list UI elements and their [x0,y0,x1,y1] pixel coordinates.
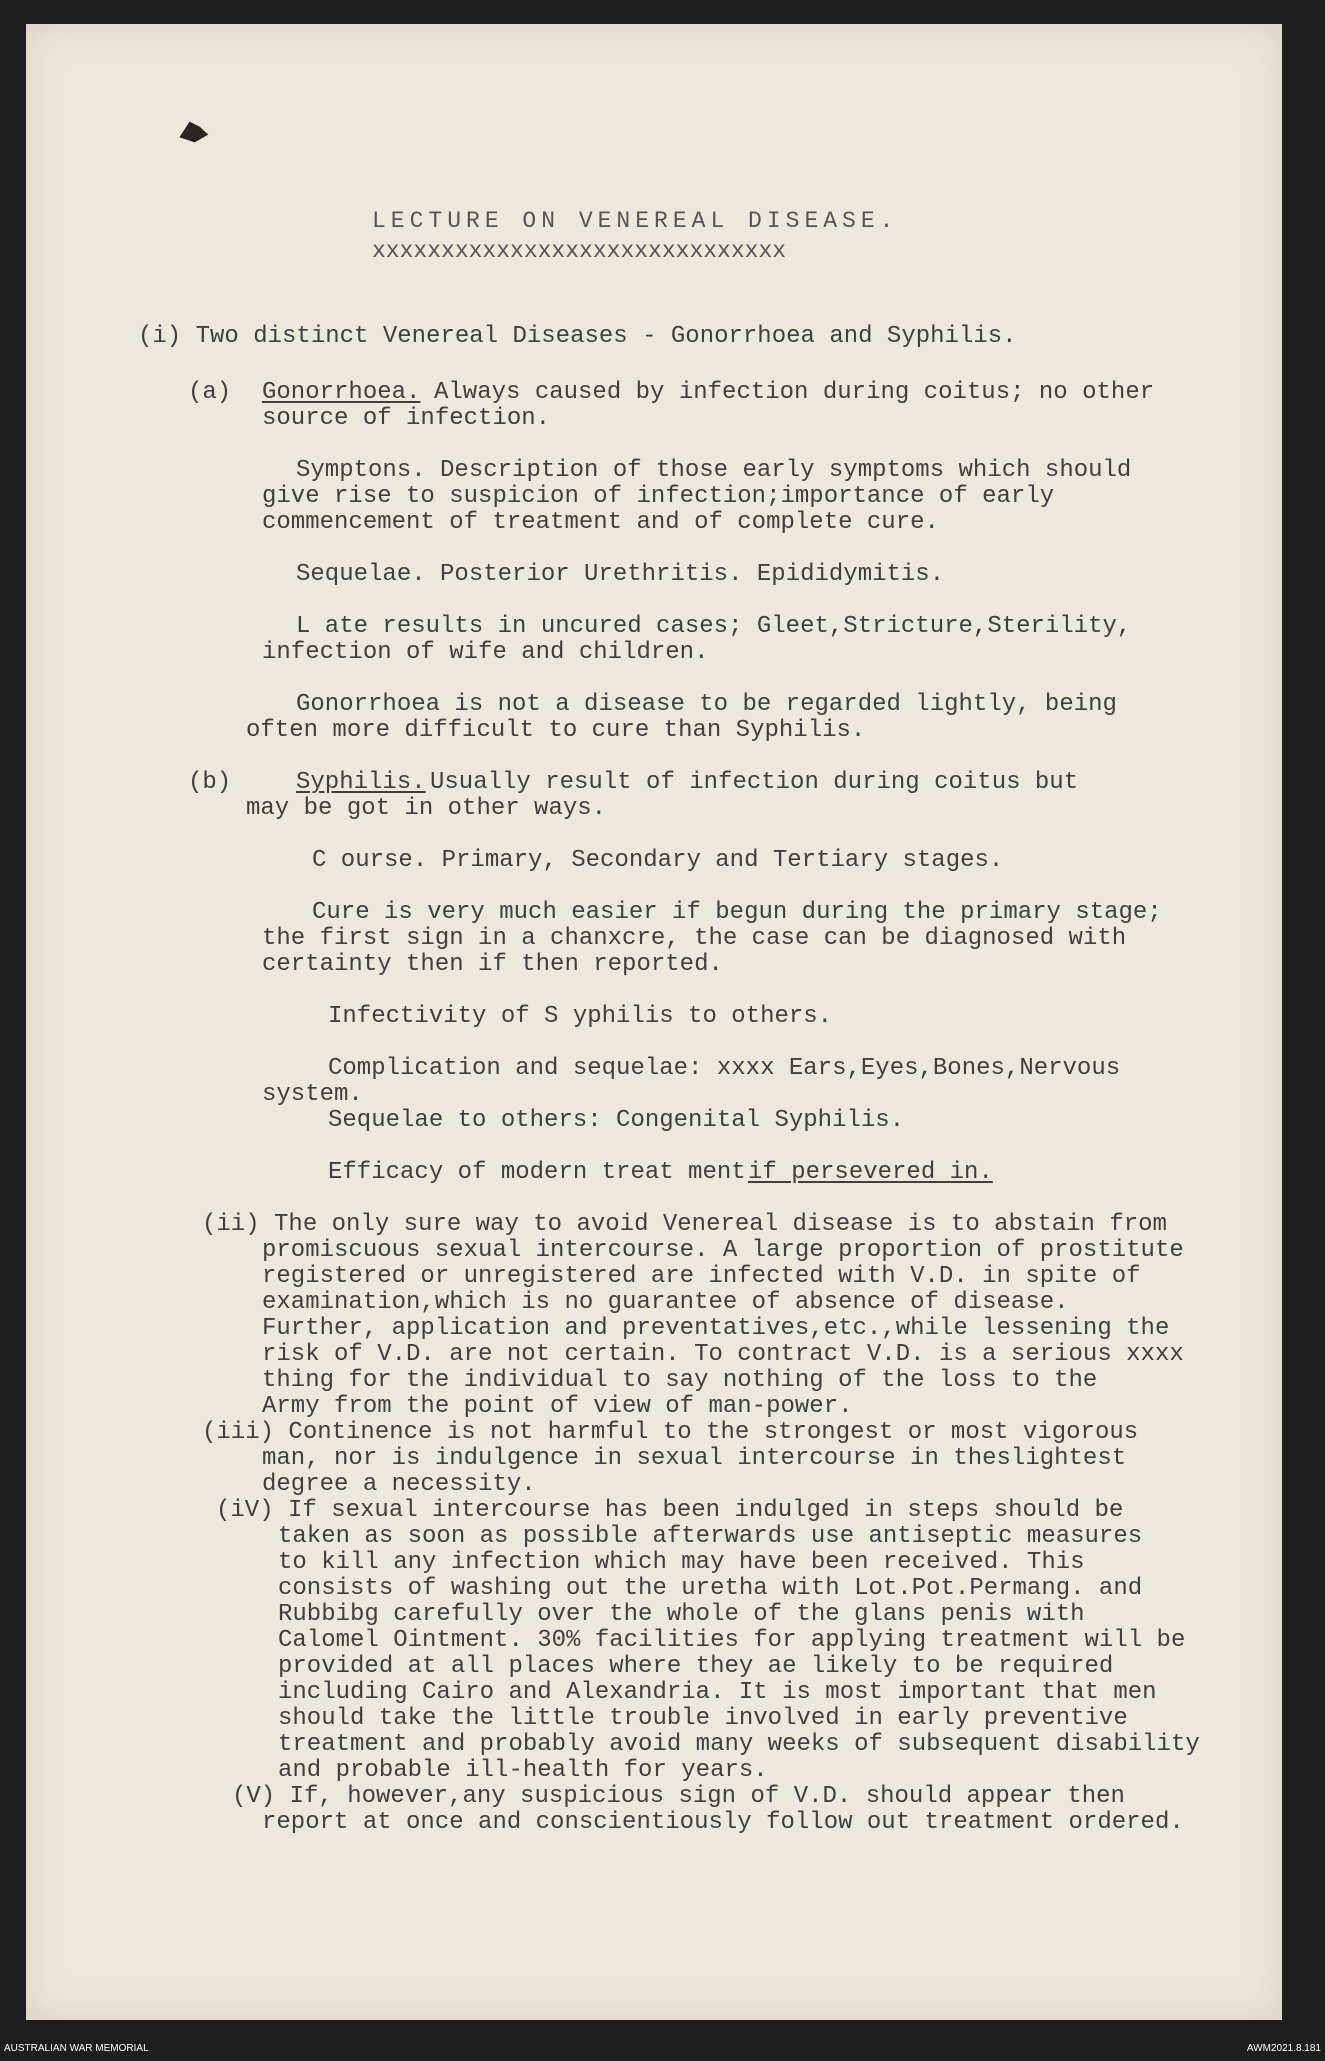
syphilis-heading: Syphilis. [296,769,426,796]
text-line: certainty then if then reported. [262,951,723,978]
text-line: the first sign in a chanxcre, the case can be diagnosed with [262,925,1127,952]
text-line: infection of wife and children. [262,639,709,666]
title-underline: xxxxxxxxxxxxxxxxxxxxxxxxxxxxxx [372,238,787,264]
text-line: Infectivity of S yphilis to others. [328,1003,833,1030]
text-line: give rise to suspicion of infection;importance of early [262,483,1055,510]
text-line: commencement of treatment and of complete cure. [262,509,939,536]
text-line: including Cairo and Alexandria. It is most important that men [278,1679,1157,1706]
text-line: L ate results in uncured cases; Gleet,Stricture,Sterility, [296,613,1132,640]
text-line: Gonorrhoea is not a disease to be regarded lightly, being [296,691,1117,718]
document-title: LECTURE ON VENEREAL DISEASE. [372,208,899,234]
subsection-a-marker: (a) [188,379,232,406]
text-line: Cure is very much easier if begun during the primary stage; [312,899,1162,926]
footer-accession-number: AWM2021.8.181 [1246,2043,1321,2054]
text-line: Always caused by infection during coitus; no other [434,379,1155,406]
text-line: provided at all places where they ae likely to be required [278,1653,1114,1680]
text-line: source of infection. [262,405,551,432]
text-line: Rubbibg carefully over the whole of the glans penis with [278,1601,1085,1628]
text-line: risk of V.D. are not certain. To contract V.D. is a serious xxxx [262,1341,1184,1368]
text-line: consists of washing out the uretha with Lot.Pot.Permang. and [278,1575,1143,1602]
gonorrhoea-heading: Gonorrhoea. [262,379,421,406]
section-ii-line: (ii) The only sure way to avoid Venereal disease is to abstain from [202,1211,1167,1238]
text-line: treatment and probably avoid many weeks of subsequent disability [278,1731,1200,1758]
text-line: Usually result of infection during coitus but [430,769,1079,796]
text-line: Sequelae to others: Congenital Syphilis. [328,1107,905,1134]
text-line: may be got in other ways. [246,795,607,822]
subsection-b-marker: (b) [188,769,232,796]
section-iii-line: (iii) Continence is not harmful to the strongest or most vigorous [202,1419,1139,1446]
text-line: Sequelae. Posterior Urethritis. Epididymitis. [296,561,945,588]
text-line: Further, application and preventatives,etc.,while lessening the [262,1315,1170,1342]
document-body [26,24,1282,2020]
text-line: promiscuous sexual intercourse. A large proportion of prostitute [262,1237,1184,1264]
document-page [26,24,1282,2020]
text-line: degree a necessity. [262,1471,536,1498]
emphasis-text: if persevered in. [748,1159,993,1186]
text-line: examination,which is no guarantee of absence of disease. [262,1289,1069,1316]
text-line: and probable ill-health for years. [278,1757,768,1784]
footer-archive-name: AUSTRALIAN WAR MEMORIAL [4,2043,149,2054]
text-line: often more difficult to cure than Syphilis. [246,717,866,744]
text-line: Complication and sequelae: xxxx Ears,Eyes,Bones,Nervous [328,1055,1121,1082]
section-iv-line: (iV) If sexual intercourse has been indulged in steps should be [216,1497,1124,1524]
section-i-heading: (i) Two distinct Venereal Diseases - Gonorrhoea and Syphilis. [138,323,1017,350]
section-v-line: (V) If, however,any suspicious sign of V.D. should appear then [232,1783,1125,1810]
text-line: thing for the individual to say nothing of the loss to the [262,1367,1098,1394]
text-line: should take the little trouble involved in early preventive [278,1705,1128,1732]
text-line: C ourse. Primary, Secondary and Tertiary stages. [312,847,1004,874]
text-line: Efficacy of modern treat ment [328,1159,746,1186]
text-line: system. [262,1081,363,1108]
text-line: Symptons. Description of those early symptoms which should [296,457,1132,484]
text-line: report at once and conscientiously follow out treatment ordered. [262,1809,1184,1836]
text-line: taken as soon as possible afterwards use antiseptic measures [278,1523,1143,1550]
text-line: to kill any infection which may have been received. This [278,1549,1085,1576]
text-line: Army from the point of view of man-power. [262,1393,853,1420]
text-line: Calomel Ointment. 30% facilities for applying treatment will be [278,1627,1186,1654]
text-line: man, nor is indulgence in sexual intercourse in theslightest [262,1445,1127,1472]
text-line: registered or unregistered are infected with V.D. in spite of [262,1263,1141,1290]
